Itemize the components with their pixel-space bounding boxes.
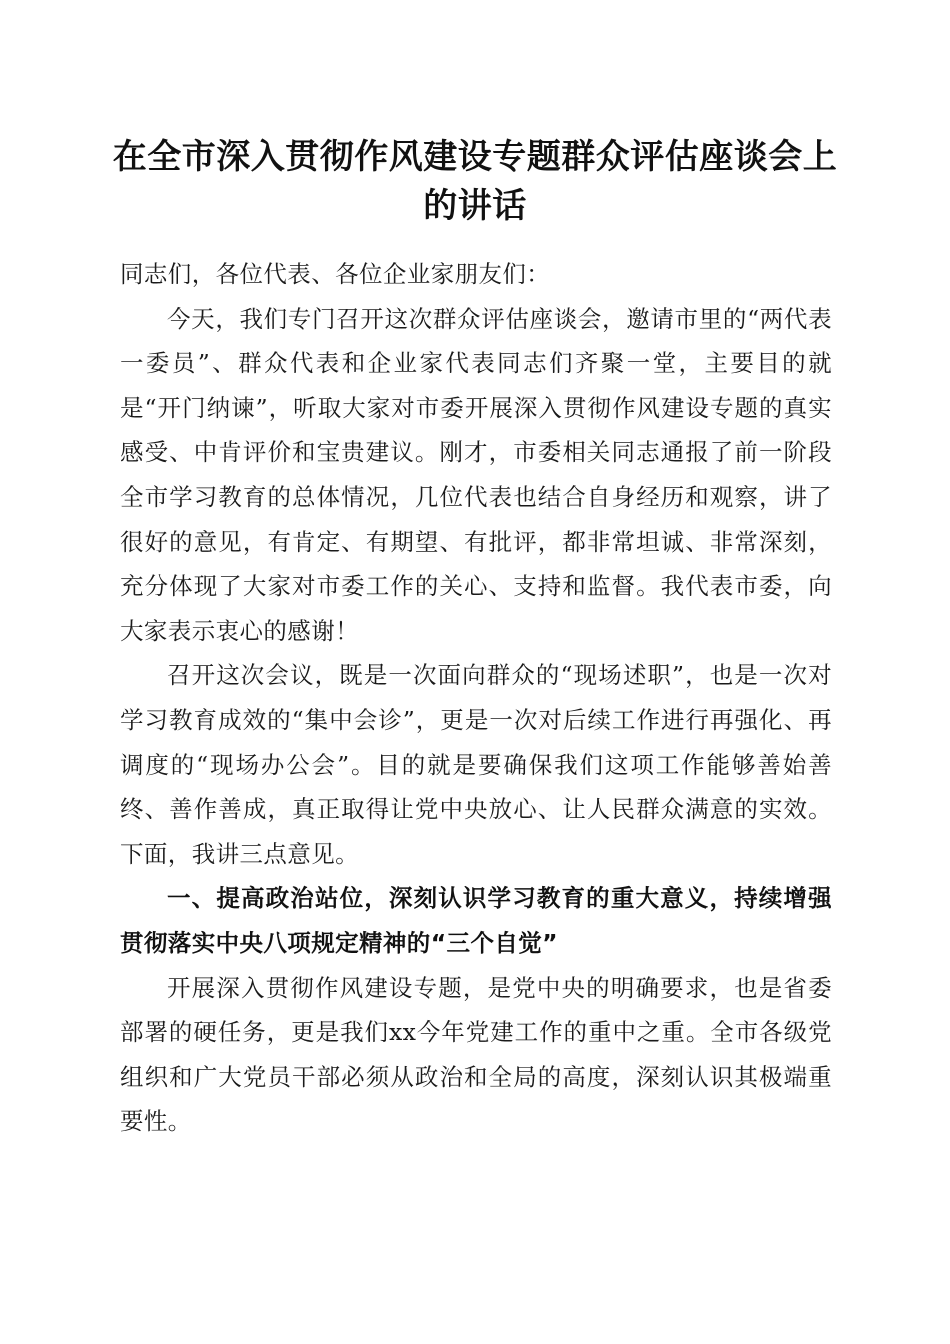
paragraph-opening: 今天，我们专门召开这次群众评估座谈会，邀请市里的“两代表一委员”、群众代表和企业家代表同志们齐聚一堂，主要目的就是“开门纳谏”，听取大家对市委开展深入贯彻作风建设专题的真实感受、中肯评价和宝贵建议。刚才，市委相关同志通报了前一阶段全市学习教育的总体情况，几位代表也结合自身经历和观察，讲了很好的意见，有肯定、有期望、有批评，都非常坦诚、非常深刻，充分体现了大家对市委工作的关心、支持和监督。我代表市委，向大家表示衷心的感谢！	[120, 304, 832, 645]
salutation: 同志们，各位代表、各位企业家朋友们：	[120, 260, 551, 288]
document-title: 在全市深入贯彻作风建设专题群众评估座谈会上的讲话	[112, 137, 838, 226]
document-body	[120, 252, 832, 1144]
section-1-paragraph: 开展深入贯彻作风建设专题，是党中央的明确要求，也是省委部署的硬任务，更是我们xx今年党建工作的重中之重。全市各级党组织和广大党员干部必须从政治和全局的高度，深刻认识其极端重要性。	[120, 973, 832, 1136]
section-heading-1: 一、提高政治站位，深刻认识学习教育的重大意义，持续增强贯彻落实中央八项规定精神的“三个自觉”	[120, 884, 832, 957]
paragraph-purpose: 召开这次会议，既是一次面向群众的“现场述职”，也是一次对学习教育成效的“集中会诊”，更是一次对后续工作进行再强化、再调度的“现场办公会”。目的就是要确保我们这项工作能够善始善终、善作善成，真正取得让党中央放心、让人民群众满意的实效。下面，我讲三点意见。	[120, 661, 832, 868]
